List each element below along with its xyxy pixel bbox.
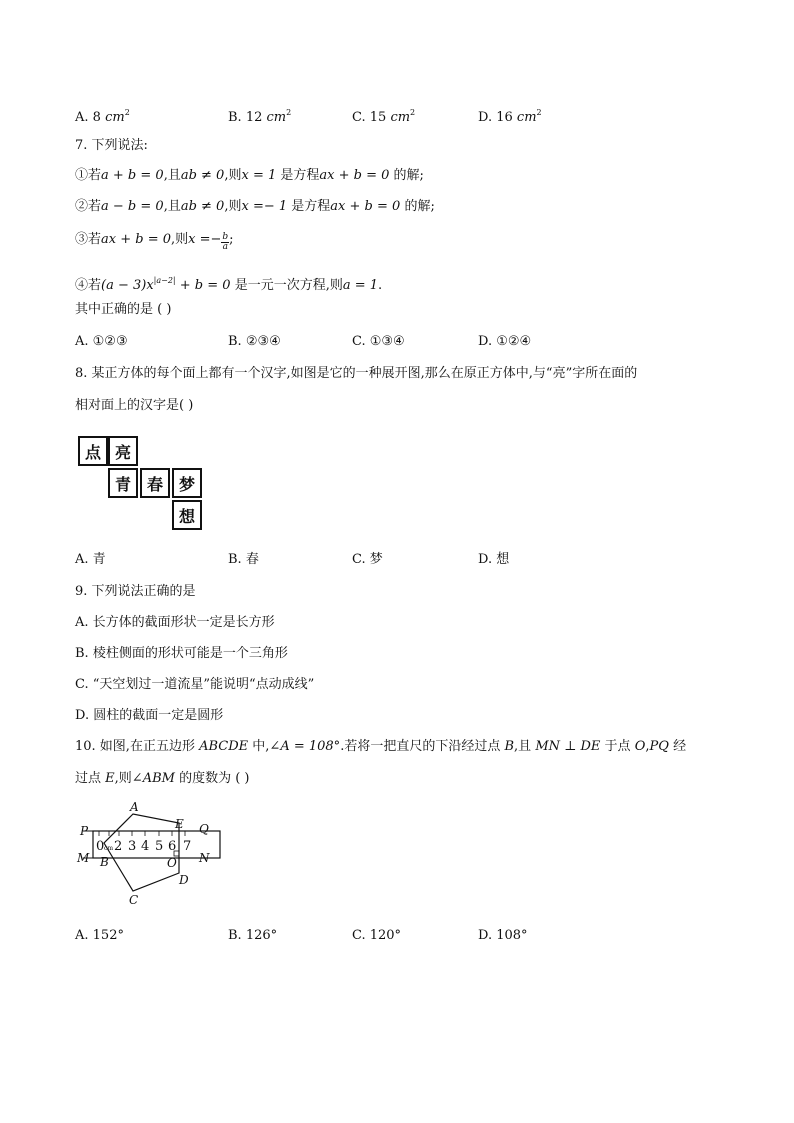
q10-stem-line-2: 过点 E,则∠ABM 的度数为 ( ) bbox=[75, 771, 250, 786]
q7-statement-2: ②若a − b = 0,且ab ≠ 0,则x =− 1 是方程ax + b = 0 的解; bbox=[75, 199, 435, 214]
q10-stem-line-1: 10. 如图,在正五边形 ABCDE 中,∠A = 108°.若将一把直尺的下沿经过点 B,且 MN ⊥ DE 于点 O,PQ 经 bbox=[75, 739, 687, 754]
net-cell-1: 点 bbox=[78, 436, 108, 466]
q7-statement-1: ①若a + b = 0,且ab ≠ 0,则x = 1 是方程ax + b = 0 的解; bbox=[75, 168, 424, 183]
fraction-b-over-a: $\frac{b}{a}$ bbox=[222, 232, 229, 252]
q7-question: 其中正确的是 ( ) bbox=[75, 302, 172, 317]
q6-option-d: D. 16 $cm^2$ bbox=[478, 108, 542, 125]
label-b: B bbox=[100, 855, 109, 869]
label-e: E bbox=[175, 817, 184, 831]
q9-option-b: B. 棱柱侧面的形状可能是一个三角形 bbox=[75, 646, 288, 661]
q9-option-c: C. “天空划过一道流星”能说明“点动成线” bbox=[75, 677, 315, 692]
q9-stem: 9. 下列说法正确的是 bbox=[75, 584, 196, 599]
q9-option-a: A. 长方体的截面形状一定是长方形 bbox=[75, 615, 275, 630]
q7-option-d: D. ①②④ bbox=[478, 334, 532, 349]
q7-option-a: A. ①②③ bbox=[75, 334, 128, 349]
q8-option-a: A. 青 bbox=[75, 552, 106, 567]
q7-stem: 7. 下列说法: bbox=[75, 138, 148, 153]
label-c: C bbox=[129, 893, 139, 907]
q10-option-b: B. 126° bbox=[228, 928, 278, 943]
q8-option-d: D. 想 bbox=[478, 552, 510, 567]
q8-stem-line-1: 8. 某正方体的每个面上都有一个汉字,如图是它的一种展开图,那么在原正方体中,与“亮”字所在面的 bbox=[75, 366, 638, 381]
q7-option-c: C. ①③④ bbox=[352, 334, 405, 349]
label-n: N bbox=[199, 851, 210, 865]
ruler-num-2: 2 bbox=[114, 839, 123, 854]
ruler-num-6: 6 bbox=[168, 839, 177, 854]
q8-option-c: C. 梦 bbox=[352, 552, 383, 567]
q8-option-b: B. 春 bbox=[228, 552, 259, 567]
label-a: A bbox=[130, 800, 139, 814]
ruler-num-5: 5 bbox=[155, 839, 164, 854]
label-m: M bbox=[77, 851, 90, 865]
q6-option-a: A. 8 $cm^2$ bbox=[75, 108, 130, 125]
net-cell-6: 想 bbox=[172, 500, 202, 530]
q6-option-c: C. 15 $cm^2$ bbox=[352, 108, 416, 125]
q6-option-b: B. 12 $cm^2$ bbox=[228, 108, 292, 125]
label-o: O bbox=[167, 856, 177, 870]
q8-stem-line-2: 相对面上的汉字是( ) bbox=[75, 398, 194, 413]
q10-option-d: D. 108° bbox=[478, 928, 528, 943]
q7-statement-3: ③若ax + b = 0,则x =− $\frac{b}{a}$ ; bbox=[75, 232, 234, 252]
label-q: Q bbox=[199, 822, 209, 836]
q10-option-a: A. 152° bbox=[75, 928, 124, 943]
q10-option-c: C. 120° bbox=[352, 928, 402, 943]
ruler-num-4: 4 bbox=[141, 839, 150, 854]
net-cell-3: 青 bbox=[108, 468, 138, 498]
label-p: P bbox=[80, 824, 89, 838]
ruler-num-0: 0 bbox=[96, 839, 105, 854]
net-cell-5: 梦 bbox=[172, 468, 202, 498]
q7-option-b: B. ②③④ bbox=[228, 334, 281, 349]
ruler-num-7: 7 bbox=[183, 839, 192, 854]
net-cell-4: 春 bbox=[140, 468, 170, 498]
q9-option-d: D. 圆柱的截面一定是圆形 bbox=[75, 708, 224, 723]
q7-statement-4: ④若$(a - 3)x^{|a-2|} + b = 0$ 是一元一次方程,则a = 1. bbox=[75, 276, 383, 293]
ruler-unit-cm: cm bbox=[104, 845, 114, 852]
pentagon-ruler-figure bbox=[75, 800, 235, 910]
label-d: D bbox=[179, 873, 189, 887]
ruler-num-3: 3 bbox=[128, 839, 137, 854]
net-cell-2: 亮 bbox=[108, 436, 138, 466]
